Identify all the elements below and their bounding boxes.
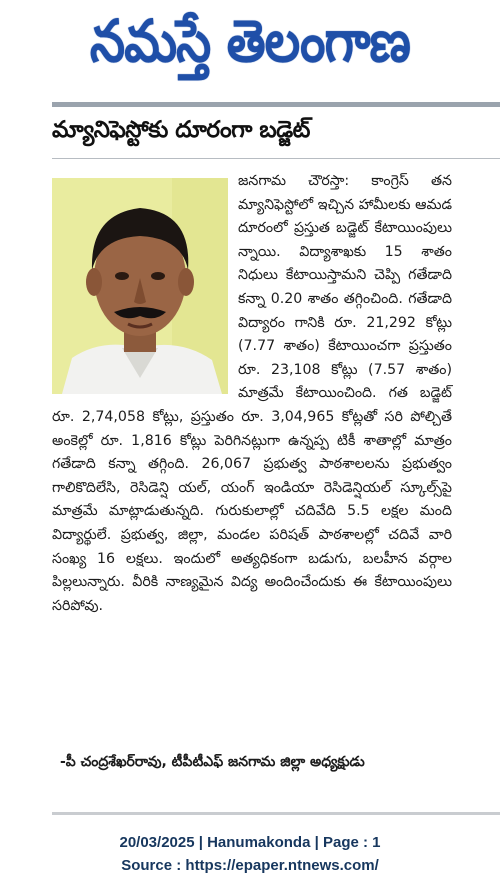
footer-source-line: Source : https://epaper.ntnews.com/ [121,857,379,874]
footer-date-line: 20/03/2025 | Hanumakonda | Page : 1 [119,834,381,851]
article-body [52,170,452,618]
masthead-title: నమస్తే తెలంగాణ [90,6,410,75]
photo-wrap-space [52,170,238,396]
article-body-text: జనగామ చౌరస్తా: కాంగ్రెస్ తన మ్యానిఫెస్టోలో ఇచ్చిన హామీలకు ఆమడ దూరంలో ప్రస్తుత బడ్జెట్ కేటాయింపులు న్నాయి. విద్యాశాఖకు 15 శాతం నిధులు కేటాయిస్తామని చెప్పి గతేడాది కన్నా 0.20 శాతం తగ్గించింది. గతేడాది విద్యారం గానికి రూ. 21,292 కోట్లు (7.77 శాతం) కేటాయించగా ప్రస్తుతం రూ. 23,108 కోట్లు (7.57 శాతం) మాత్రమే కేటాయించింది. గత బడ్జెట్ రూ. 2,74,058 కోట్లు, ప్రస్తుతం రూ. 3,04,965 కోట్లతో సరి పోల్చితే అంకెల్లో రూ. 1,816 కోట్లు పెరిగినట్లుగా ఉన్నప్ప టికీ శాతాల్లో మాత్రం గతేడాది కన్నా తగ్గింది. 26,067 ప్రభుత్వ పాఠశాలలను ప్రభుత్వం గాలికొదిలేసి, రెసిడెన్షి యల్, యంగ్ ఇండియా రెసిడెన్షియల్ స్కూల్స్‌పై మాత్రమే మాట్లాడుతున్నది. గురుకులాల్లో చదివేది 5.5 లక్షల మంది విద్యార్థులే. ప్రభుత్వ, జిల్లా, మండల పరిషత్ పాఠశాలల్లో చదివే వారి సంఖ్య 16 లక్షలు. ఇందులో అత్యధికంగా బడుగు, బలహీన వర్గాల పిల్లలున్నారు. వీరికి నాణ్యమైన విద్య అందించేందుకు ఈ కేటాయింపులు సరిపోవు. [52,173,452,614]
newspaper-masthead [0,0,500,96]
bottom-divider [52,812,500,815]
article-byline: -పీ చంద్రశేఖర్‌రావు, టీపీటీఎఫ్ జనగామ జిల్లా అధ్యక్షుడు [60,754,365,770]
masthead-divider [52,102,500,107]
article-headline: మ్యానిఫెస్టోకు దూరంగా బడ్జెట్ [52,117,310,143]
headline-divider [52,158,500,159]
